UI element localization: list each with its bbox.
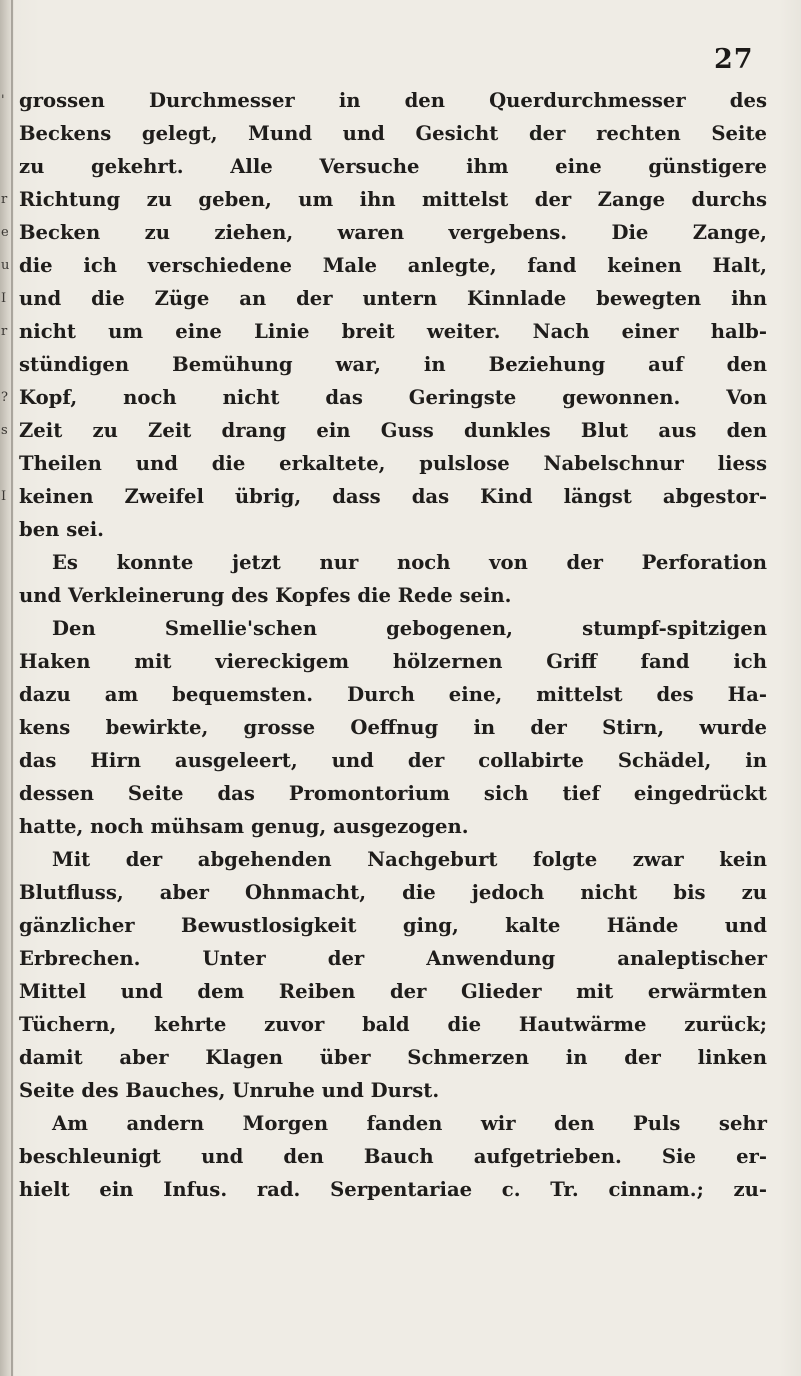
edge-mark <box>0 1041 10 1074</box>
page-number: 27 <box>714 44 754 75</box>
text-line: die ich verschiedene Male anlegte, fand keinen Halt, <box>19 254 767 277</box>
text-line: ben sei. <box>19 518 104 541</box>
edge-mark: e <box>1 225 9 240</box>
text-line: und Verkleinerung des Kopfes die Rede sein. <box>19 584 512 607</box>
text-line: gänzlicher Bewustlosigkeit ging, kalte Hände und <box>19 914 767 937</box>
text-line: Den Smellie'schen gebogenen, stumpf-spitzigen <box>52 617 767 640</box>
text-line: Mit der abgehenden Nachgeburt folgte zwar kein <box>52 848 767 871</box>
text-line: dessen Seite das Promontorium sich tief eingedrückt <box>19 782 767 805</box>
edge-mark <box>0 711 10 744</box>
body-text-block <box>19 84 767 1206</box>
edge-mark <box>0 117 10 150</box>
text-line: beschleunigt und den Bauch aufgetrieben. Sie er- <box>19 1145 767 1168</box>
text-line: Theilen und die erkaltete, pulslose Nabelschnur liess <box>19 452 767 475</box>
edge-mark <box>0 447 10 480</box>
edge-mark: I <box>1 489 7 504</box>
edge-mark <box>0 744 10 777</box>
edge-mark <box>0 810 10 843</box>
edge-mark: ? <box>1 390 8 405</box>
text-line: grossen Durchmesser in den Querdurchmesser des <box>19 89 767 112</box>
edge-mark <box>0 843 10 876</box>
text-line: Richtung zu geben, um ihn mittelst der Zange durchs <box>19 188 767 211</box>
edge-mark <box>0 150 10 183</box>
edge-mark <box>0 1008 10 1041</box>
edge-mark: s <box>1 423 8 438</box>
text-line: Kopf, noch nicht das Geringste gewonnen. Von <box>19 386 767 409</box>
text-line: Haken mit viereckigem hölzernen Griff fand ich <box>19 650 767 673</box>
text-line: das Hirn ausgeleert, und der collabirte Schädel, in <box>19 749 767 772</box>
edge-mark <box>0 942 10 975</box>
text-line: Blutfluss, aber Ohnmacht, die jedoch nicht bis zu <box>19 881 767 904</box>
edge-mark <box>0 909 10 942</box>
edge-mark: r <box>1 324 8 339</box>
text-line: Zeit zu Zeit drang ein Guss dunkles Blut aus den <box>19 419 767 442</box>
text-line: kens bewirkte, grosse Oeffnug in der Stirn, wurde <box>19 716 767 739</box>
text-line: keinen Zweifel übrig, dass das Kind längst abgestor- <box>19 485 767 508</box>
text-line: Beckens gelegt, Mund und Gesicht der rechten Seite <box>19 122 767 145</box>
edge-mark <box>0 645 10 678</box>
edge-mark: r <box>1 192 8 207</box>
edge-mark <box>0 612 10 645</box>
edge-mark: u <box>1 258 10 273</box>
text-line: Es konnte jetzt nur noch von der Perforation <box>52 551 767 574</box>
edge-mark: I <box>1 291 7 306</box>
binding-edge-line <box>11 0 13 1376</box>
edge-mark <box>0 975 10 1008</box>
text-line: Am andern Morgen fanden wir den Puls sehr <box>52 1112 767 1135</box>
text-line: Erbrechen. Unter der Anwendung analeptischer <box>19 947 767 970</box>
text-line: damit aber Klagen über Schmerzen in der linken <box>19 1046 767 1069</box>
text-line: Becken zu ziehen, waren vergebens. Die Zange, <box>19 221 767 244</box>
text-line: Tüchern, kehrte zuvor bald die Hautwärme zurück; <box>19 1013 767 1036</box>
adjacent-page-edge-characters <box>0 84 10 1074</box>
edge-mark <box>0 876 10 909</box>
text-line: hielt ein Infus. rad. Serpentariae c. Tr. cinnam.; zu- <box>19 1178 767 1201</box>
text-line: dazu am bequemsten. Durch eine, mittelst des Ha- <box>19 683 767 706</box>
text-line: Mittel und dem Reiben der Glieder mit erwärmten <box>19 980 767 1003</box>
edge-mark <box>0 678 10 711</box>
edge-mark <box>0 513 10 546</box>
text-line: nicht um eine Linie breit weiter. Nach einer halb- <box>19 320 767 343</box>
edge-mark: ' <box>1 93 5 108</box>
text-line: zu gekehrt. Alle Versuche ihm eine günstigere <box>19 155 767 178</box>
text-line: und die Züge an der untern Kinnlade bewegten ihn <box>19 287 767 310</box>
text-line: stündigen Bemühung war, in Beziehung auf den <box>19 353 767 376</box>
text-line: Seite des Bauches, Unruhe und Durst. <box>19 1079 440 1102</box>
edge-mark <box>0 579 10 612</box>
edge-mark <box>0 348 10 381</box>
edge-mark <box>0 546 10 579</box>
edge-mark <box>0 777 10 810</box>
text-line: hatte, noch mühsam genug, ausgezogen. <box>19 815 469 838</box>
